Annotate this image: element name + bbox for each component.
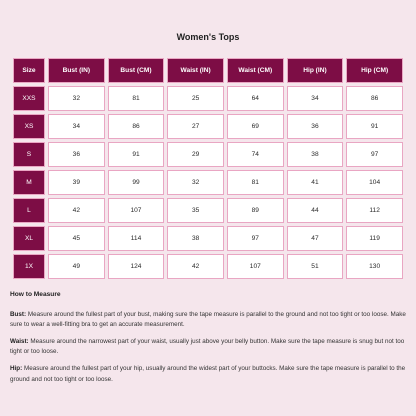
cell-waist-in: 42 xyxy=(167,254,224,279)
cell-hip-in: 47 xyxy=(287,226,344,251)
table-row xyxy=(13,142,403,167)
cell-hip-in: 51 xyxy=(287,254,344,279)
table-row xyxy=(13,226,403,251)
cell-hip-cm: 112 xyxy=(346,198,403,223)
size-label-cell: XL xyxy=(13,226,45,251)
page-title: Women's Tops xyxy=(176,32,240,42)
cell-waist-in: 38 xyxy=(167,226,224,251)
cell-bust-cm: 107 xyxy=(108,198,165,223)
header-bust-in: Bust (IN) xyxy=(48,58,105,83)
cell-bust-cm: 86 xyxy=(108,114,165,139)
measure-bust-text: Measure around the fullest part of your bust, making sure the tape measure is parallel to the ground and not too tight or too loose. Make sure to wear a well-fitting bra to get an accurate measurement. xyxy=(10,310,406,328)
cell-hip-cm: 91 xyxy=(346,114,403,139)
measure-waist-label: Waist: xyxy=(10,338,29,346)
cell-bust-cm: 124 xyxy=(108,254,165,279)
size-label-cell: M xyxy=(13,170,45,195)
table-row xyxy=(13,198,403,223)
cell-waist-cm: 69 xyxy=(227,114,284,139)
cell-bust-cm: 114 xyxy=(108,226,165,251)
cell-waist-cm: 107 xyxy=(227,254,284,279)
cell-waist-cm: 74 xyxy=(227,142,284,167)
header-size: Size xyxy=(13,58,45,83)
cell-waist-cm: 81 xyxy=(227,170,284,195)
cell-waist-cm: 89 xyxy=(227,198,284,223)
cell-hip-cm: 86 xyxy=(346,86,403,111)
cell-bust-in: 32 xyxy=(48,86,105,111)
cell-bust-cm: 91 xyxy=(108,142,165,167)
header-waist-cm: Waist (CM) xyxy=(227,58,284,83)
header-hip-cm: Hip (CM) xyxy=(346,58,403,83)
size-label-cell: L xyxy=(13,198,45,223)
how-to-measure-section xyxy=(10,290,406,385)
cell-bust-in: 45 xyxy=(48,226,105,251)
header-waist-in: Waist (IN) xyxy=(167,58,224,83)
header-hip-in: Hip (IN) xyxy=(287,58,344,83)
cell-hip-in: 34 xyxy=(287,86,344,111)
cell-hip-cm: 104 xyxy=(346,170,403,195)
measure-hip xyxy=(10,364,406,384)
table-header-row xyxy=(13,58,403,83)
size-label-cell: XS xyxy=(13,114,45,139)
cell-hip-in: 38 xyxy=(287,142,344,167)
cell-bust-in: 34 xyxy=(48,114,105,139)
cell-bust-cm: 99 xyxy=(108,170,165,195)
how-to-measure-heading: How to Measure xyxy=(10,291,61,298)
cell-hip-cm: 130 xyxy=(346,254,403,279)
cell-waist-in: 27 xyxy=(167,114,224,139)
measure-hip-text: Measure around the fullest part of your hip, usually around the widest part of your buttocks. Make sure the tape measure is parallel to the ground and not too tight or too loose. xyxy=(10,365,406,383)
cell-waist-in: 25 xyxy=(167,86,224,111)
table-row xyxy=(13,254,403,279)
cell-bust-in: 36 xyxy=(48,142,105,167)
table-row xyxy=(13,114,403,139)
cell-hip-cm: 97 xyxy=(346,142,403,167)
size-chart-table xyxy=(10,55,406,282)
header-bust-cm: Bust (CM) xyxy=(108,58,165,83)
measure-hip-label: Hip: xyxy=(10,365,23,373)
cell-hip-in: 36 xyxy=(287,114,344,139)
cell-bust-in: 39 xyxy=(48,170,105,195)
cell-hip-in: 41 xyxy=(287,170,344,195)
measure-bust xyxy=(10,310,406,330)
cell-hip-cm: 119 xyxy=(346,226,403,251)
measure-waist-text: Measure around the narrowest part of your waist, usually just above your belly button. Make sure the tape measure is snug but not too tight or too loose. xyxy=(10,338,405,356)
table-row xyxy=(13,86,403,111)
size-chart-body xyxy=(13,86,403,279)
cell-waist-in: 35 xyxy=(167,198,224,223)
size-label-cell: S xyxy=(13,142,45,167)
cell-bust-cm: 81 xyxy=(108,86,165,111)
measure-waist xyxy=(10,337,406,357)
cell-bust-in: 42 xyxy=(48,198,105,223)
cell-waist-cm: 64 xyxy=(227,86,284,111)
size-label-cell: XXS xyxy=(13,86,45,111)
cell-waist-in: 29 xyxy=(167,142,224,167)
cell-waist-in: 32 xyxy=(167,170,224,195)
cell-bust-in: 49 xyxy=(48,254,105,279)
cell-waist-cm: 97 xyxy=(227,226,284,251)
measure-bust-label: Bust: xyxy=(10,310,27,318)
size-label-cell: 1X xyxy=(13,254,45,279)
cell-hip-in: 44 xyxy=(287,198,344,223)
table-row xyxy=(13,170,403,195)
